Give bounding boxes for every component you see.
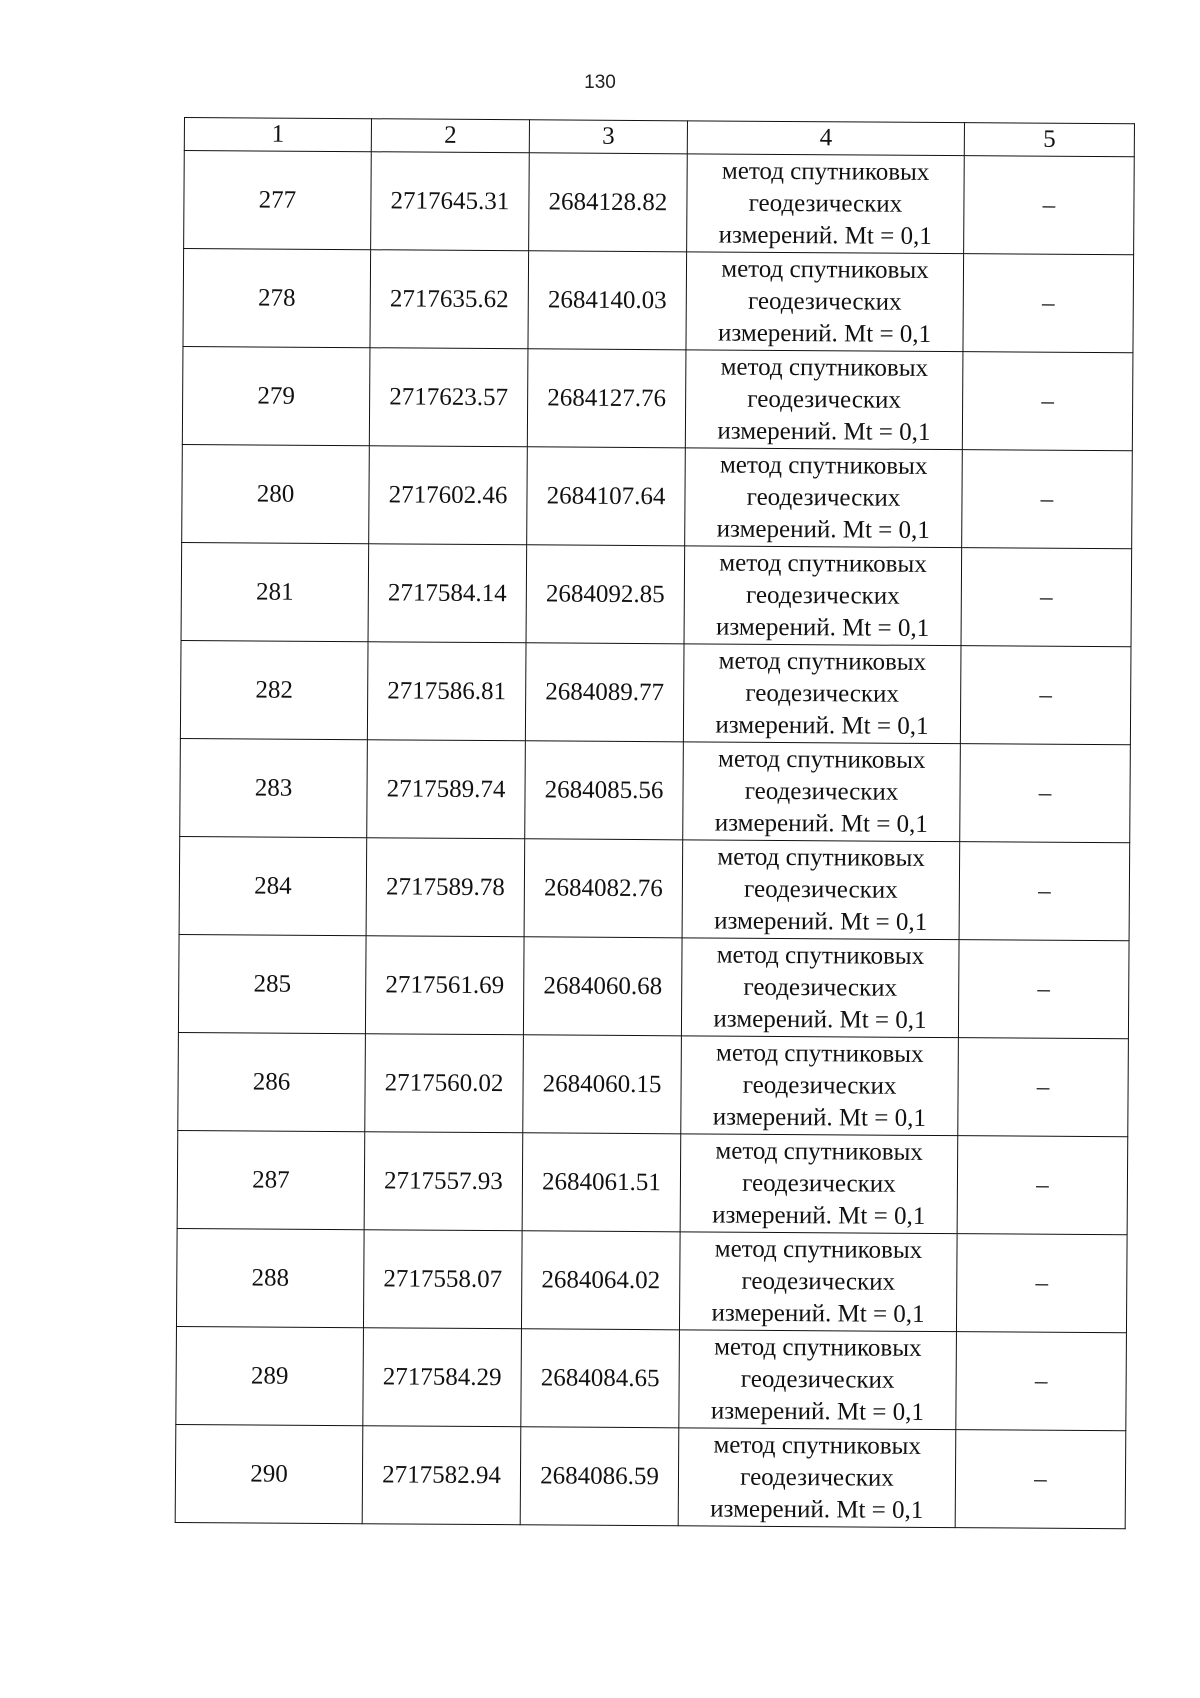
coordinate-x: 2717645.31 bbox=[371, 152, 530, 251]
coordinate-x: 2717623.57 bbox=[369, 348, 528, 447]
point-number: 289 bbox=[176, 1326, 364, 1425]
determination-method: метод спутниковых геодезических измерений. Mt = 0,1 bbox=[685, 350, 963, 450]
point-number: 280 bbox=[182, 444, 370, 543]
determination-method: метод спутниковых геодезических измерений. Mt = 0,1 bbox=[685, 448, 963, 548]
coordinate-y: 2684060.68 bbox=[523, 937, 682, 1036]
header-col-4: 4 bbox=[687, 121, 964, 156]
coordinate-y: 2684061.51 bbox=[522, 1133, 681, 1232]
coordinate-y: 2684060.15 bbox=[523, 1035, 682, 1134]
determination-method: метод спутниковых геодезических измерений. Mt = 0,1 bbox=[680, 1134, 958, 1234]
note: – bbox=[961, 548, 1132, 647]
note: – bbox=[960, 646, 1131, 745]
determination-method: метод спутниковых геодезических измерений. Mt = 0,1 bbox=[686, 252, 964, 352]
coordinate-y: 2684140.03 bbox=[528, 251, 687, 350]
coordinate-x: 2717561.69 bbox=[365, 936, 524, 1035]
determination-method: метод спутниковых геодезических измерений. Mt = 0,1 bbox=[678, 1428, 956, 1528]
determination-method: метод спутниковых геодезических измерений. Mt = 0,1 bbox=[684, 546, 962, 646]
table-row bbox=[183, 249, 1134, 353]
determination-method: метод спутниковых геодезических измерений. Mt = 0,1 bbox=[681, 1036, 959, 1136]
point-number: 282 bbox=[180, 640, 368, 739]
note: – bbox=[963, 254, 1134, 353]
table-row bbox=[184, 151, 1135, 255]
coordinate-y: 2684086.59 bbox=[520, 1427, 679, 1526]
table-row bbox=[176, 1228, 1127, 1332]
point-number: 278 bbox=[183, 249, 371, 348]
header-col-3: 3 bbox=[529, 120, 687, 154]
coordinate-x: 2717589.78 bbox=[366, 838, 525, 937]
table-row bbox=[175, 1424, 1126, 1528]
table-body bbox=[175, 151, 1134, 1529]
table-row bbox=[181, 542, 1132, 646]
note: – bbox=[958, 1038, 1129, 1137]
note: – bbox=[956, 1332, 1127, 1431]
table-row bbox=[178, 934, 1129, 1038]
header-col-1: 1 bbox=[184, 118, 371, 152]
point-number: 288 bbox=[176, 1228, 364, 1327]
table-row bbox=[179, 836, 1130, 940]
coordinate-y: 2684085.56 bbox=[525, 741, 684, 840]
determination-method: метод спутниковых геодезических измерений. Mt = 0,1 bbox=[681, 938, 959, 1038]
coordinate-y: 2684082.76 bbox=[524, 839, 683, 938]
point-number: 284 bbox=[179, 836, 367, 935]
table-row bbox=[176, 1326, 1127, 1430]
note: – bbox=[960, 744, 1131, 843]
coordinate-x: 2717560.02 bbox=[365, 1034, 524, 1133]
note: – bbox=[956, 1234, 1127, 1333]
note: – bbox=[962, 352, 1133, 451]
table-row bbox=[182, 346, 1133, 450]
note: – bbox=[962, 450, 1133, 549]
header-col-5: 5 bbox=[964, 123, 1134, 157]
determination-method: метод спутниковых геодезических измерений. Mt = 0,1 bbox=[679, 1330, 957, 1430]
point-number: 279 bbox=[182, 346, 370, 445]
note: – bbox=[964, 156, 1135, 255]
header-col-2: 2 bbox=[371, 119, 529, 153]
coordinate-y: 2684084.65 bbox=[521, 1329, 680, 1428]
coordinate-y: 2684107.64 bbox=[527, 447, 686, 546]
note: – bbox=[955, 1430, 1126, 1529]
coordinate-y: 2684128.82 bbox=[529, 153, 688, 252]
point-number: 286 bbox=[178, 1032, 366, 1131]
point-number: 285 bbox=[178, 934, 366, 1033]
determination-method: метод спутниковых геодезических измерений. Mt = 0,1 bbox=[679, 1232, 957, 1332]
point-number: 287 bbox=[177, 1130, 365, 1229]
coordinate-y: 2684089.77 bbox=[525, 643, 684, 742]
note: – bbox=[959, 842, 1130, 941]
coordinates-table bbox=[175, 117, 1135, 1529]
determination-method: метод спутниковых геодезических измерений. Mt = 0,1 bbox=[683, 644, 961, 744]
coordinate-x: 2717586.81 bbox=[367, 642, 526, 741]
table-row bbox=[177, 1130, 1128, 1234]
coordinate-x: 2717602.46 bbox=[369, 446, 528, 545]
note: – bbox=[957, 1136, 1128, 1235]
table-row bbox=[182, 444, 1133, 548]
coordinate-y: 2684092.85 bbox=[526, 545, 685, 644]
page-number: 130 bbox=[584, 72, 616, 93]
coordinate-y: 2684127.76 bbox=[527, 349, 686, 448]
point-number: 281 bbox=[181, 542, 369, 641]
coordinate-y: 2684064.02 bbox=[521, 1231, 680, 1330]
coordinate-x: 2717584.29 bbox=[363, 1328, 522, 1427]
determination-method: метод спутниковых геодезических измерений. Mt = 0,1 bbox=[682, 840, 960, 940]
coordinate-x: 2717589.74 bbox=[367, 740, 526, 839]
point-number: 277 bbox=[184, 151, 372, 250]
coordinate-x: 2717582.94 bbox=[362, 1426, 521, 1525]
table-row bbox=[180, 738, 1131, 842]
coordinate-x: 2717557.93 bbox=[364, 1132, 523, 1231]
coordinate-x: 2717558.07 bbox=[363, 1230, 522, 1329]
table-row bbox=[180, 640, 1131, 744]
determination-method: метод спутниковых геодезических измерений. Mt = 0,1 bbox=[687, 154, 965, 254]
determination-method: метод спутниковых геодезических измерений. Mt = 0,1 bbox=[683, 742, 961, 842]
coordinate-x: 2717635.62 bbox=[370, 250, 529, 349]
table-row bbox=[178, 1032, 1129, 1136]
note: – bbox=[958, 940, 1129, 1039]
point-number: 283 bbox=[180, 738, 368, 837]
coordinate-x: 2717584.14 bbox=[368, 544, 527, 643]
point-number: 290 bbox=[175, 1424, 363, 1523]
